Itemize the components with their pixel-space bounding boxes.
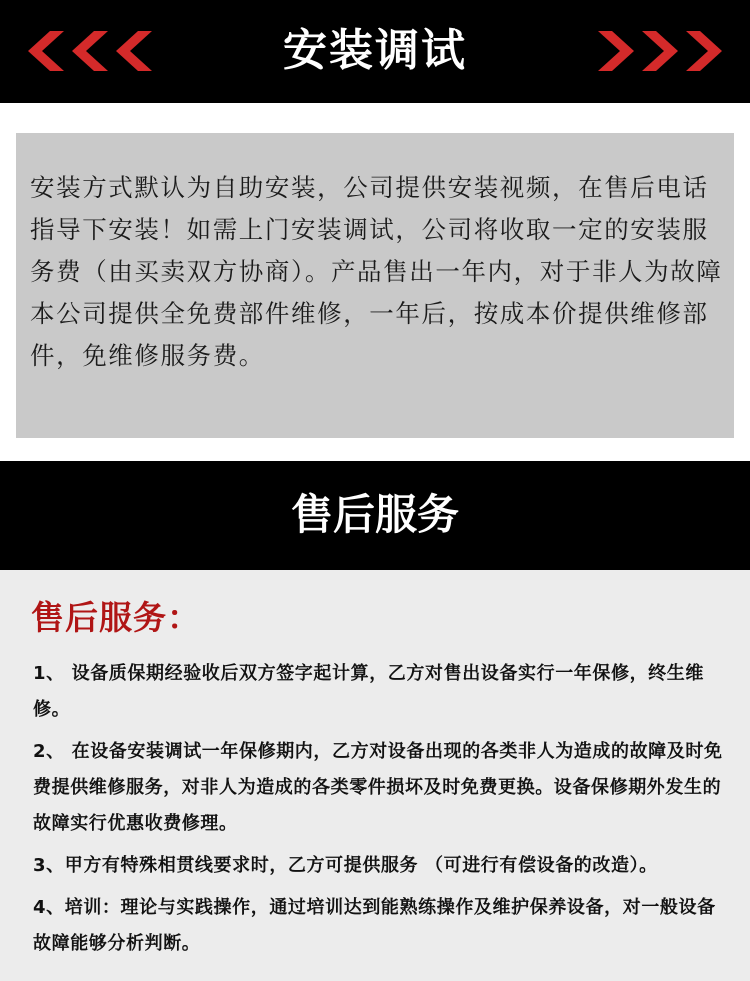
service-content [0,570,750,981]
install-description: 安装方式默认为自助安装，公司提供安装视频，在售后电话指导下安装！如需上门安装调试，公司将收取一定的安装服务费（由买卖双方协商）。产品售出一年内，对于非人为故障本公司提供全免费部件维修，一年后，按成本价提供维修部件，免维修服务费。 [30,173,723,370]
service-heading: 售后服务： [31,598,201,637]
chevron-right-icon [642,31,678,71]
install-banner [0,0,750,103]
chevron-right-icon [598,31,634,71]
chevron-right-icon [686,31,722,71]
install-title: 安装调试 [283,25,467,76]
service-banner [0,461,750,570]
service-item: 2、 在设备安装调试一年保修期内，乙方对设备出现的各类非人为造成的故障及时免费提供维修服务，对非人为造成的各类零件损坏及时免费更换。设备保修期外发生的故障实行优惠收费修理。 [33,741,723,834]
install-description-box [16,133,734,438]
service-item: 3、甲方有特殊相贯线要求时，乙方可提供服务 （可进行有偿设备的改造）。 [33,855,658,876]
service-list [33,656,723,968]
service-item: 4、培训：理论与实践操作，通过培训达到能熟练操作及维护保养设备，对一般设备故障能够分析判断。 [33,897,716,954]
service-item: 1、 设备质保期经验收后双方签字起计算，乙方对售出设备实行一年保修，终生维修。 [33,663,704,720]
service-banner-title: 售后服务 [290,490,459,539]
